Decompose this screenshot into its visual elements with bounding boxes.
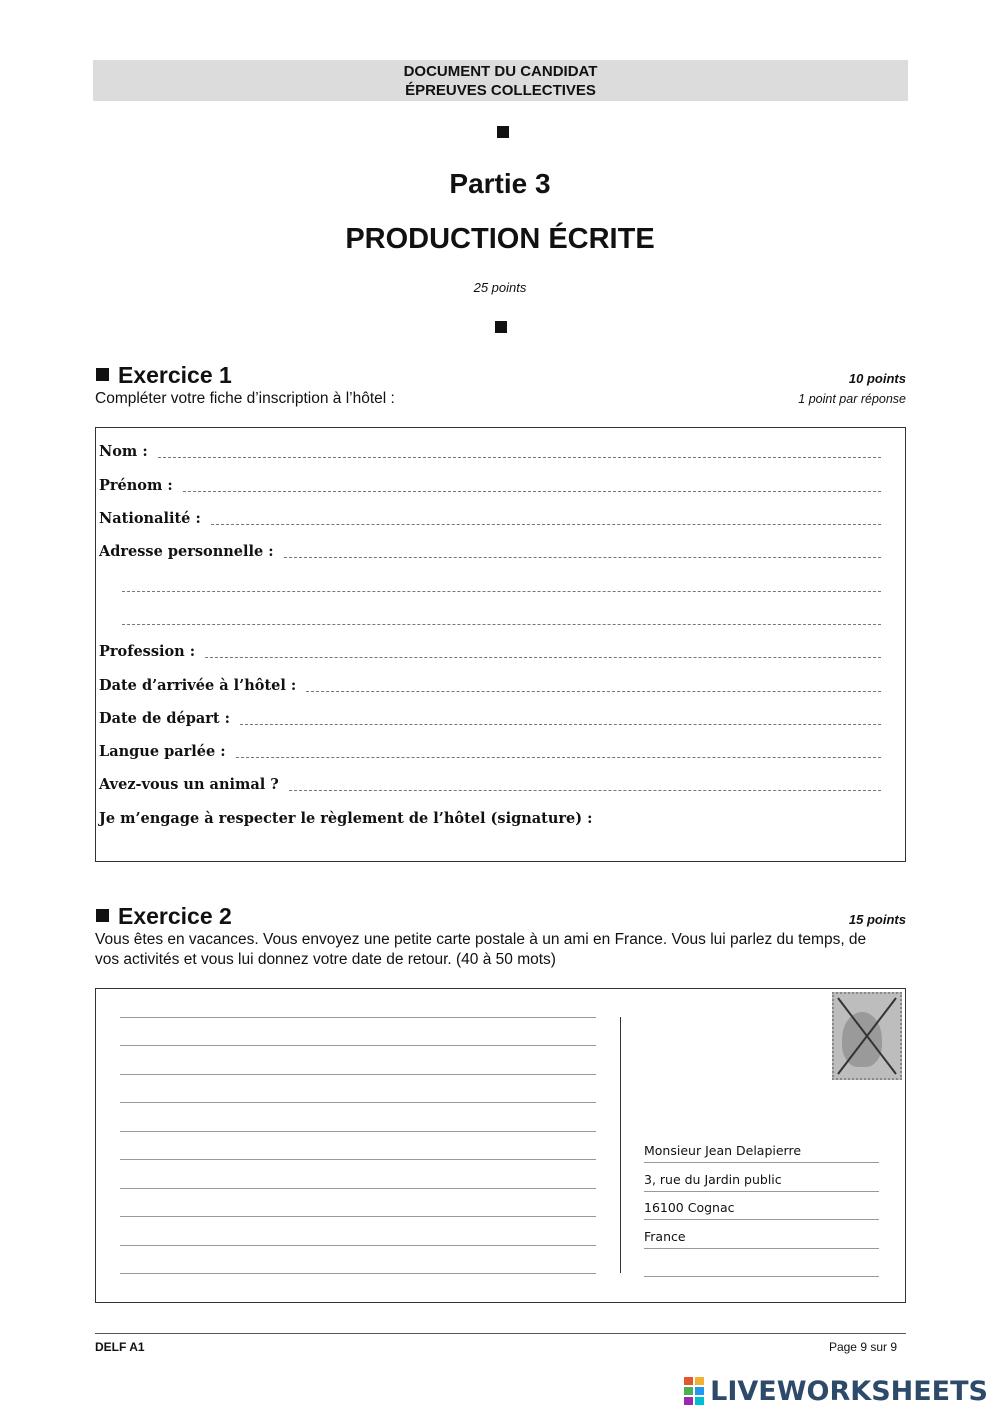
footer-exam-label: DELF A1: [95, 1340, 145, 1354]
exercise-1-points: 10 points: [848, 371, 906, 386]
form-row-adresse-3: [122, 606, 881, 628]
part-title: Partie 3: [449, 168, 551, 199]
field-label-nationalite: Nationalité :: [99, 510, 201, 527]
liveworksheets-watermark: [684, 1375, 988, 1407]
field-label-nom: Nom :: [99, 443, 148, 460]
exercise-1-instruction: Compléter votre fiche d’inscription à l’hôtel :: [95, 390, 395, 407]
form-row-langue: [99, 739, 881, 761]
exercise-2-points: 15 points: [848, 912, 906, 927]
postage-stamp-icon: [832, 992, 902, 1080]
document-header: [93, 60, 908, 101]
form-row-prenom: [99, 473, 881, 495]
postcard: [95, 988, 906, 1303]
exercise-2-title: Exercice 2: [118, 903, 232, 929]
adresse-input-line[interactable]: [284, 556, 881, 558]
animal-input-line[interactable]: [289, 789, 881, 791]
address-line-name: [644, 1143, 879, 1163]
postcard-divider: [620, 1017, 621, 1273]
address-street: 3, rue du Jardin public: [644, 1172, 782, 1187]
writing-line[interactable]: [120, 1245, 596, 1246]
writing-line[interactable]: [120, 1102, 596, 1103]
square-bullet-icon: [96, 368, 109, 381]
address-line-country: [644, 1229, 879, 1249]
form-row-nationalite: [99, 506, 881, 528]
field-label-arrivee: Date d’arrivée à l’hôtel :: [99, 677, 297, 694]
form-row-adresse: [99, 539, 881, 561]
adresse-input-line-2[interactable]: [122, 590, 881, 592]
square-bullet-icon: [96, 909, 109, 922]
total-points: 25 points: [473, 280, 527, 295]
address-country: France: [644, 1229, 686, 1244]
address-line-street: [644, 1172, 879, 1192]
header-line-1: DOCUMENT DU CANDIDAT: [403, 63, 598, 80]
field-label-adresse: Adresse personnelle :: [99, 543, 274, 560]
watermark-brand: LIVEWORKSHEETS: [710, 1375, 988, 1407]
writing-line[interactable]: [120, 1188, 596, 1189]
stamp-cross-icon: [834, 994, 900, 1078]
registration-form: [95, 427, 906, 862]
form-row-animal: [99, 772, 881, 794]
writing-line[interactable]: [120, 1045, 596, 1046]
writing-line[interactable]: [120, 1074, 596, 1075]
prenom-input-line[interactable]: [183, 490, 881, 492]
arrivee-input-line[interactable]: [306, 690, 881, 692]
adresse-input-line-3[interactable]: [122, 623, 881, 625]
address-line-empty: [644, 1257, 879, 1277]
square-bullet-icon: [495, 321, 507, 333]
square-bullet-icon: [497, 126, 509, 138]
exercise-2-heading: [96, 903, 232, 930]
nationalite-input-line[interactable]: [211, 523, 881, 525]
field-label-depart: Date de départ :: [99, 710, 230, 727]
form-row-nom: [99, 439, 881, 461]
liveworksheets-logo-icon: [684, 1377, 706, 1405]
header-line-2: ÉPREUVES COLLECTIVES: [405, 82, 596, 99]
writing-line[interactable]: [120, 1216, 596, 1217]
writing-line[interactable]: [120, 1273, 596, 1274]
address-line-city: [644, 1200, 879, 1220]
address-city: 16100 Cognac: [644, 1200, 735, 1215]
form-row-arrivee: [99, 673, 881, 695]
footer-rule: [95, 1333, 906, 1334]
depart-input-line[interactable]: [240, 723, 881, 725]
field-label-profession: Profession :: [99, 643, 196, 660]
nom-input-line[interactable]: [158, 456, 881, 458]
writing-line[interactable]: [120, 1017, 596, 1018]
address-name: Monsieur Jean Delapierre: [644, 1143, 802, 1158]
exercise-1-heading: [96, 362, 232, 389]
field-label-animal: Avez-vous un animal ?: [99, 776, 279, 793]
exercise-1-title: Exercice 1: [118, 362, 232, 388]
form-row-profession: [99, 639, 881, 661]
field-label-prenom: Prénom :: [99, 477, 173, 494]
writing-line[interactable]: [120, 1131, 596, 1132]
profession-input-line[interactable]: [205, 656, 881, 658]
exercise-1-scoring: 1 point par réponse: [798, 392, 906, 406]
form-row-signature: [99, 806, 881, 828]
form-row-adresse-2: [122, 573, 881, 595]
form-row-depart: [99, 706, 881, 728]
langue-input-line[interactable]: [236, 756, 881, 758]
exercise-2-instruction: Vous êtes en vacances. Vous envoyez une petite carte postale à un ami en France. Vous lui parlez du temps, de vos activités et vous lui donnez votre date de retour. (40 à 50 mots): [95, 931, 867, 968]
writing-line[interactable]: [120, 1159, 596, 1160]
footer-page-number: Page 9 sur 9: [828, 1340, 897, 1354]
field-label-langue: Langue parlée :: [99, 743, 226, 760]
field-label-signature: Je m’engage à respecter le règlement de l’hôtel (signature) :: [99, 810, 593, 827]
section-title: PRODUCTION ÉCRITE: [345, 223, 655, 255]
